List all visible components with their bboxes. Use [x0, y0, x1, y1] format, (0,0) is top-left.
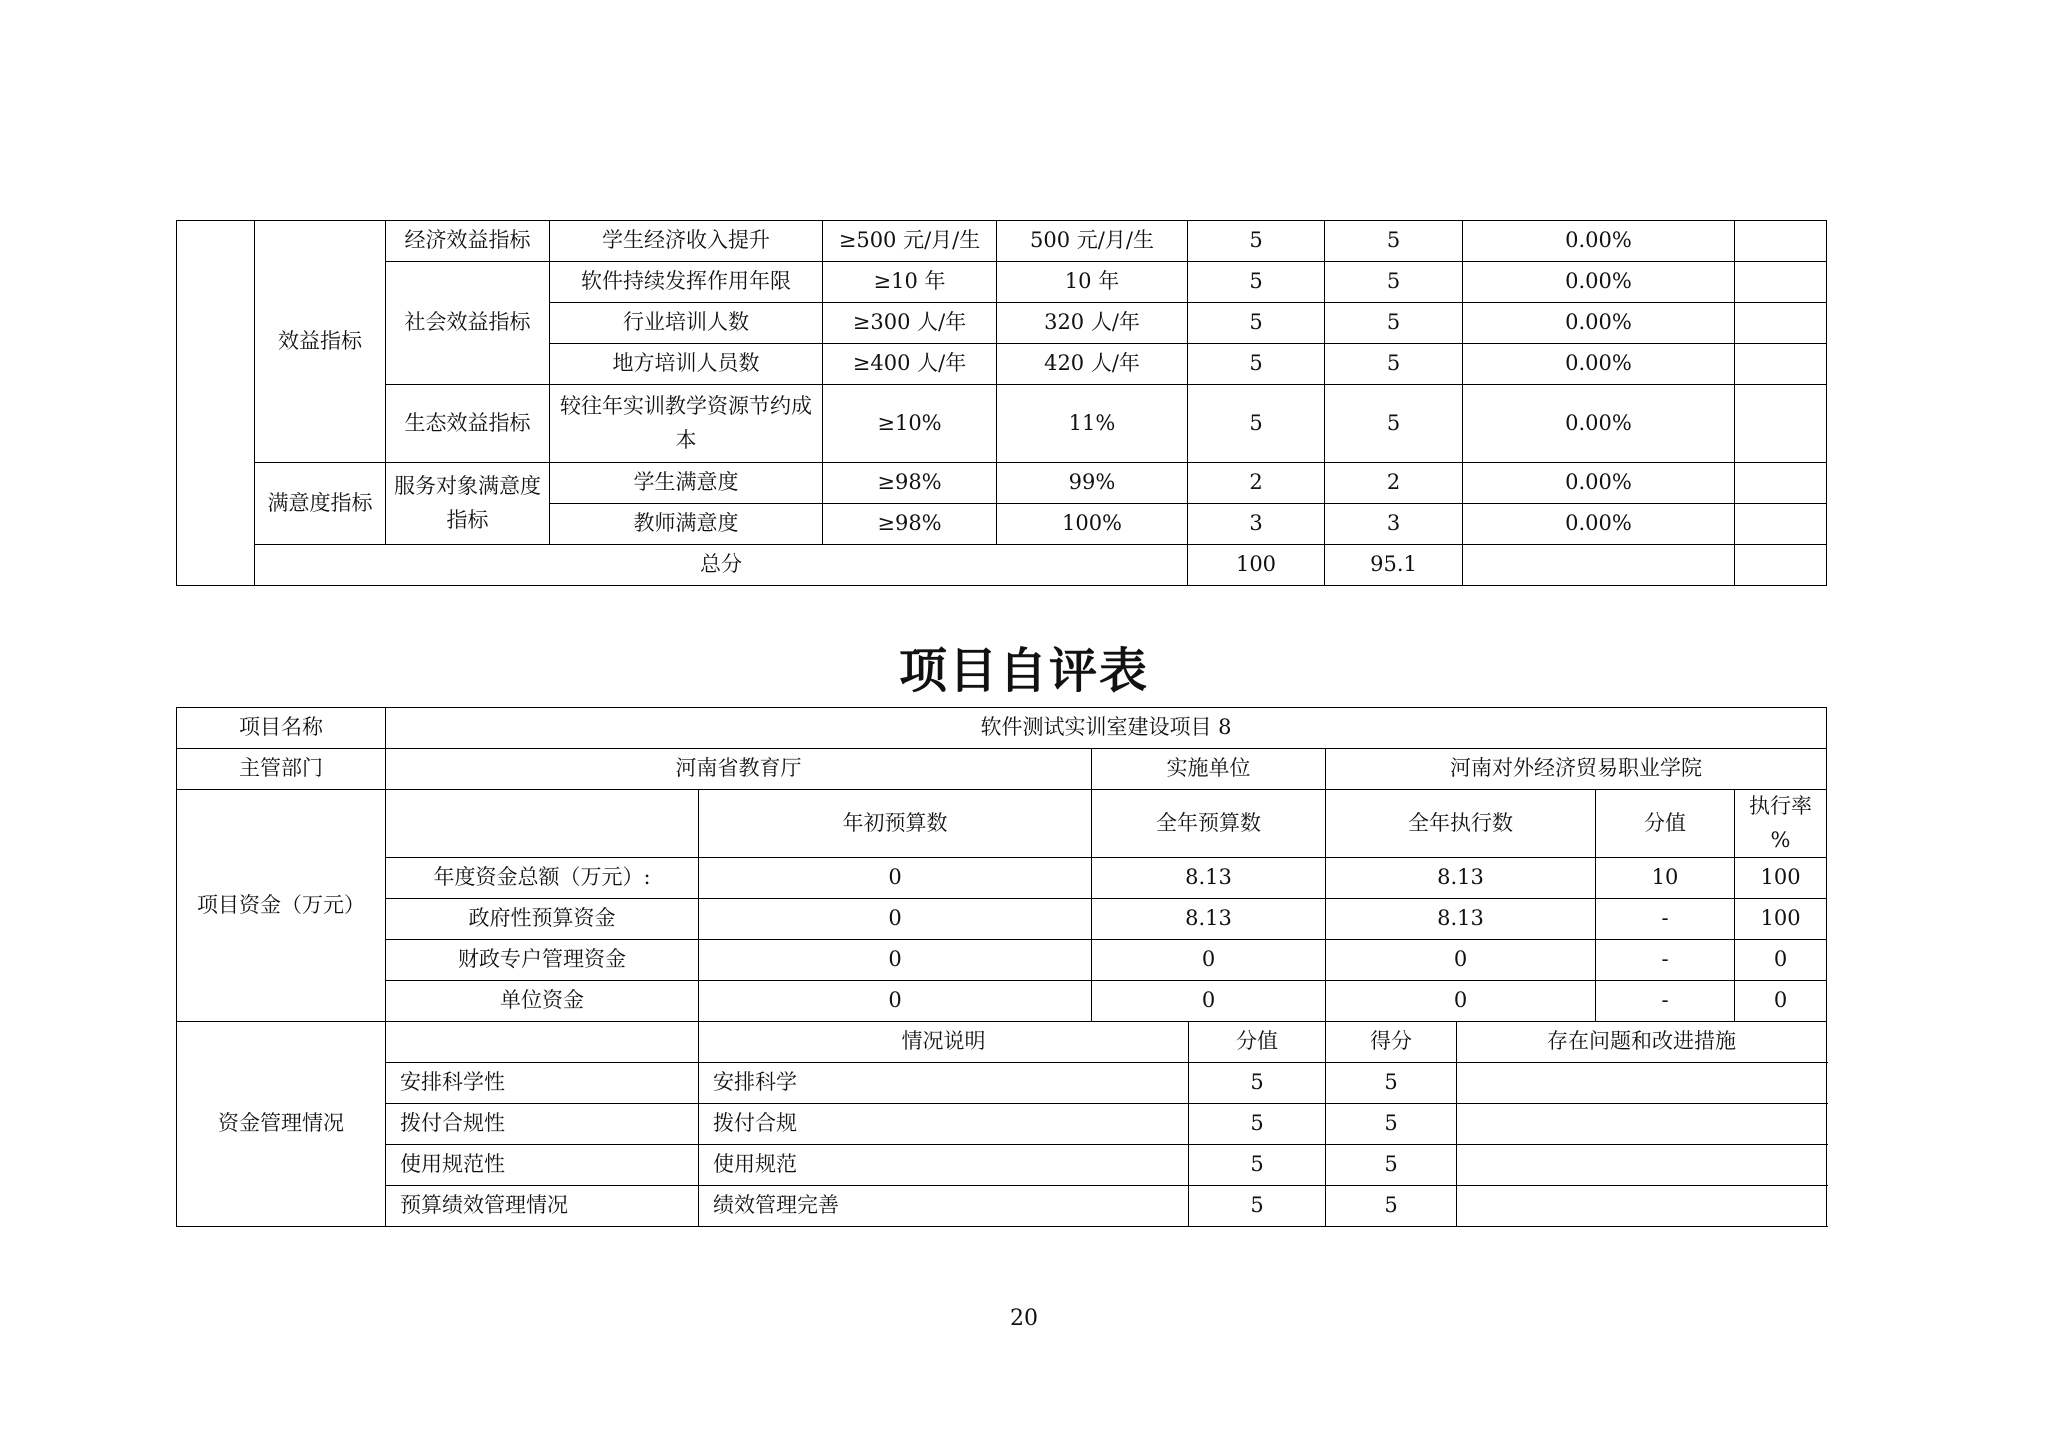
mgmt-row — [177, 1063, 1827, 1104]
weight-cell: 5 — [1188, 221, 1325, 262]
target-cell: ≥98% — [823, 463, 997, 504]
sub-cell: 生态效益指标 — [386, 385, 550, 463]
note-cell — [1735, 504, 1827, 545]
table-row — [177, 749, 1827, 790]
funds-header: 年初预算数 — [699, 790, 1092, 858]
funds-row-label: 年度资金总额（万元）: — [386, 858, 699, 899]
mgmt-weight: 5 — [1189, 1063, 1326, 1104]
funds-row — [177, 899, 1827, 940]
target-cell: ≥98% — [823, 504, 997, 545]
table-row — [177, 385, 1827, 463]
funds-cell: 0 — [699, 899, 1092, 940]
total-deviation — [1463, 545, 1735, 586]
deviation-cell: 0.00% — [1463, 303, 1735, 344]
performance-indicator-table — [176, 220, 1827, 586]
funds-cell: 8.13 — [1092, 858, 1326, 899]
indicator-cell: 行业培训人数 — [550, 303, 823, 344]
mgmt-score: 5 — [1326, 1186, 1457, 1227]
mgmt-weight: 5 — [1189, 1186, 1326, 1227]
funds-cell: - — [1596, 981, 1735, 1022]
score-cell: 2 — [1325, 463, 1463, 504]
mgmt-score: 5 — [1326, 1145, 1457, 1186]
funds-header-blank — [386, 790, 699, 858]
funds-cell: 0 — [699, 981, 1092, 1022]
mgmt-row — [177, 1145, 1827, 1186]
actual-cell: 320 人/年 — [997, 303, 1188, 344]
level1-cell — [177, 221, 255, 586]
actual-cell: 100% — [997, 504, 1188, 545]
mgmt-issue — [1457, 1104, 1827, 1145]
funds-header: 分值 — [1596, 790, 1735, 858]
score-cell: 5 — [1325, 303, 1463, 344]
actual-cell: 99% — [997, 463, 1188, 504]
target-cell: ≥500 元/月/生 — [823, 221, 997, 262]
dept-value: 河南省教育厅 — [386, 749, 1092, 790]
impl-label: 实施单位 — [1092, 749, 1326, 790]
mgmt-header: 得分 — [1326, 1022, 1457, 1063]
table-row — [177, 221, 1827, 262]
funds-cell: 0 — [1735, 981, 1827, 1022]
mgmt-header: 存在问题和改进措施 — [1457, 1022, 1827, 1063]
note-cell — [1735, 344, 1827, 385]
total-row — [177, 545, 1827, 586]
deviation-cell: 0.00% — [1463, 385, 1735, 463]
mgmt-desc: 绩效管理完善 — [699, 1186, 1189, 1227]
mgmt-header: 分值 — [1189, 1022, 1326, 1063]
indicator-cell: 学生满意度 — [550, 463, 823, 504]
mgmt-score: 5 — [1326, 1063, 1457, 1104]
weight-cell: 5 — [1188, 344, 1325, 385]
sub-cell: 服务对象满意度指标 — [386, 463, 550, 545]
actual-cell: 420 人/年 — [997, 344, 1188, 385]
mgmt-weight: 5 — [1189, 1104, 1326, 1145]
funds-cell: 100 — [1735, 858, 1827, 899]
funds-row — [177, 858, 1827, 899]
actual-cell: 500 元/月/生 — [997, 221, 1188, 262]
weight-cell: 2 — [1188, 463, 1325, 504]
mgmt-label: 资金管理情况 — [177, 1022, 386, 1227]
deviation-cell: 0.00% — [1463, 504, 1735, 545]
weight-cell: 5 — [1188, 262, 1325, 303]
funds-label: 项目资金（万元） — [177, 790, 386, 1022]
project-name-label: 项目名称 — [177, 708, 386, 749]
mgmt-desc: 使用规范 — [699, 1145, 1189, 1186]
funds-header: 全年执行数 — [1326, 790, 1596, 858]
funds-header: 执行率 % — [1735, 790, 1827, 858]
funds-header: 全年预算数 — [1092, 790, 1326, 858]
mgmt-row — [177, 1186, 1827, 1227]
mgmt-header-row — [177, 1022, 1827, 1063]
mgmt-score: 5 — [1326, 1104, 1457, 1145]
funds-cell: 0 — [1735, 940, 1827, 981]
indicator-cell: 教师满意度 — [550, 504, 823, 545]
funds-cell: 8.13 — [1092, 899, 1326, 940]
mgmt-item: 安排科学性 — [386, 1063, 699, 1104]
actual-cell: 11% — [997, 385, 1188, 463]
indicator-cell: 地方培训人员数 — [550, 344, 823, 385]
funds-cell: 0 — [1326, 940, 1596, 981]
sub-cell: 经济效益指标 — [386, 221, 550, 262]
weight-cell: 3 — [1188, 504, 1325, 545]
mgmt-desc: 拨付合规 — [699, 1104, 1189, 1145]
note-cell — [1735, 221, 1827, 262]
mgmt-item: 预算绩效管理情况 — [386, 1186, 699, 1227]
funds-row-label: 财政专户管理资金 — [386, 940, 699, 981]
note-cell — [1735, 385, 1827, 463]
funds-cell: 0 — [1092, 981, 1326, 1022]
note-cell — [1735, 303, 1827, 344]
mgmt-row — [177, 1104, 1827, 1145]
table-row — [177, 708, 1827, 749]
target-cell: ≥10% — [823, 385, 997, 463]
total-note — [1735, 545, 1827, 586]
target-cell: ≥300 人/年 — [823, 303, 997, 344]
mgmt-issue — [1457, 1145, 1827, 1186]
indicator-cell: 较往年实训教学资源节约成本 — [550, 385, 823, 463]
deviation-cell: 0.00% — [1463, 262, 1735, 303]
dept-label: 主管部门 — [177, 749, 386, 790]
actual-cell: 10 年 — [997, 262, 1188, 303]
funds-cell: 10 — [1596, 858, 1735, 899]
mgmt-issue — [1457, 1186, 1827, 1227]
target-cell: ≥400 人/年 — [823, 344, 997, 385]
funds-row — [177, 940, 1827, 981]
total-label: 总分 — [255, 545, 1188, 586]
funds-cell: - — [1596, 940, 1735, 981]
score-cell: 3 — [1325, 504, 1463, 545]
satisfaction-category-cell: 满意度指标 — [255, 463, 386, 545]
note-cell — [1735, 463, 1827, 504]
mgmt-header-blank — [386, 1022, 699, 1063]
funds-cell: 0 — [699, 858, 1092, 899]
project-name-value: 软件测试实训室建设项目 8 — [386, 708, 1827, 749]
funds-cell: 0 — [1326, 981, 1596, 1022]
mgmt-issue — [1457, 1063, 1827, 1104]
weight-cell: 5 — [1188, 385, 1325, 463]
mgmt-header: 情况说明 — [699, 1022, 1189, 1063]
page-title: 项目自评表 — [898, 643, 1149, 699]
score-cell: 5 — [1325, 221, 1463, 262]
impl-value: 河南对外经济贸易职业学院 — [1326, 749, 1827, 790]
funds-row — [177, 981, 1827, 1022]
mgmt-item: 使用规范性 — [386, 1145, 699, 1186]
mgmt-item: 拨付合规性 — [386, 1104, 699, 1145]
funds-row-label: 单位资金 — [386, 981, 699, 1022]
funds-header-row — [177, 790, 1827, 858]
category-cell: 效益指标 — [255, 221, 386, 463]
total-weight: 100 — [1188, 545, 1325, 586]
table-row — [177, 463, 1827, 504]
deviation-cell: 0.00% — [1463, 463, 1735, 504]
score-cell: 5 — [1325, 385, 1463, 463]
page-number: 20 — [1010, 1306, 1038, 1331]
note-cell — [1735, 262, 1827, 303]
funds-cell: 100 — [1735, 899, 1827, 940]
funds-cell: 0 — [1092, 940, 1326, 981]
total-score: 95.1 — [1325, 545, 1463, 586]
indicator-cell: 学生经济收入提升 — [550, 221, 823, 262]
table-row — [177, 262, 1827, 303]
funds-row-label: 政府性预算资金 — [386, 899, 699, 940]
mgmt-weight: 5 — [1189, 1145, 1326, 1186]
weight-cell: 5 — [1188, 303, 1325, 344]
sub-cell: 社会效益指标 — [386, 262, 550, 385]
funds-cell: 0 — [699, 940, 1092, 981]
mgmt-desc: 安排科学 — [699, 1063, 1189, 1104]
deviation-cell: 0.00% — [1463, 344, 1735, 385]
target-cell: ≥10 年 — [823, 262, 997, 303]
funds-cell: 8.13 — [1326, 858, 1596, 899]
indicator-cell: 软件持续发挥作用年限 — [550, 262, 823, 303]
score-cell: 5 — [1325, 262, 1463, 303]
funds-cell: 8.13 — [1326, 899, 1596, 940]
score-cell: 5 — [1325, 344, 1463, 385]
funds-cell: - — [1596, 899, 1735, 940]
deviation-cell: 0.00% — [1463, 221, 1735, 262]
self-evaluation-table — [176, 707, 1827, 1227]
